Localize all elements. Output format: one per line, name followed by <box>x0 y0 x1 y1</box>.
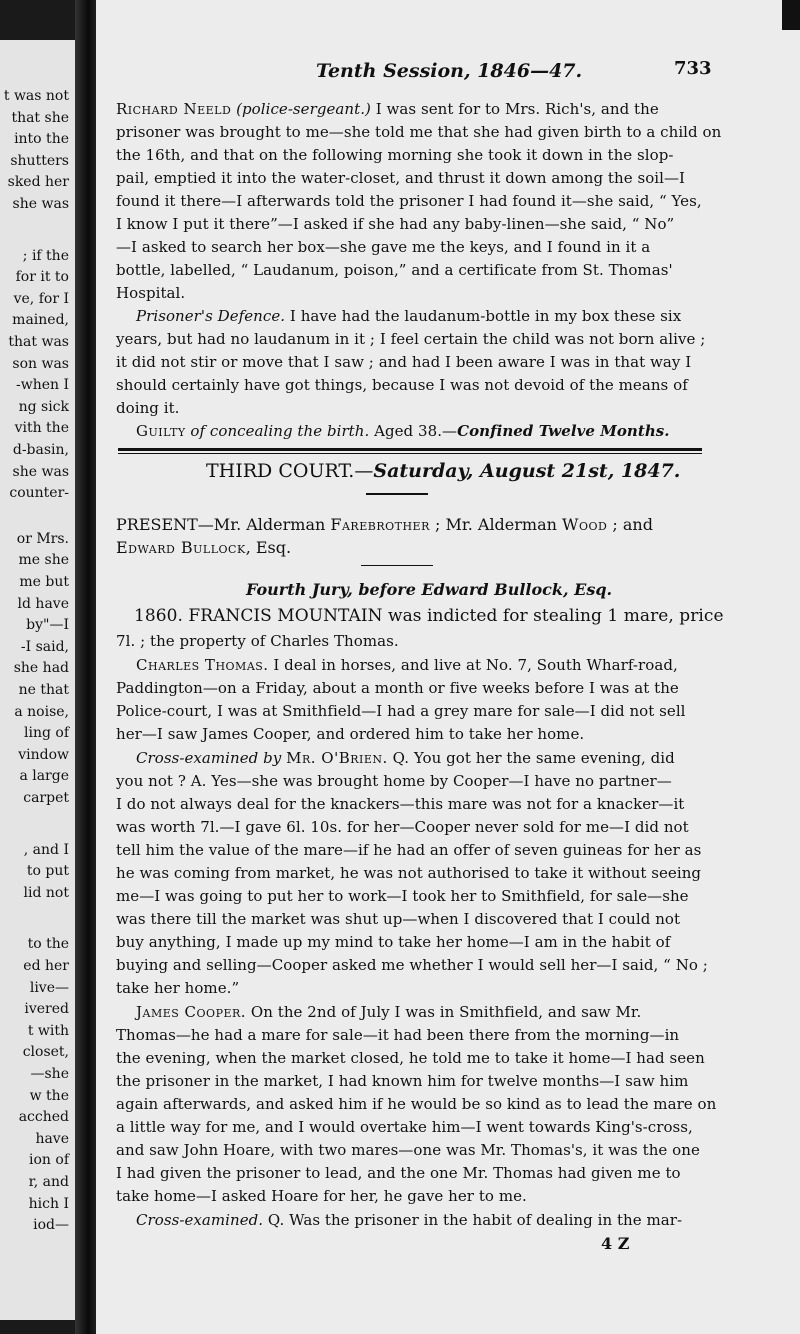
text-line: buying and selling—Cooper asked me whether I would sell her—I said, “ No ; <box>116 956 708 974</box>
verdict-line <box>136 422 670 440</box>
left-page-text-fragment: sked her <box>7 174 69 191</box>
section-rule-thick <box>118 448 702 451</box>
left-page-text-fragment: -I said, <box>20 638 69 655</box>
left-page-text-fragment: to the <box>27 936 69 953</box>
thomas-line-1 <box>136 656 678 674</box>
left-page-text-fragment: iod— <box>33 1217 69 1234</box>
case-number: 1860. <box>134 606 183 626</box>
left-page-text-fragment: t with <box>27 1022 69 1039</box>
alderman-name: Wood <box>562 515 608 534</box>
jury-heading: Fourth Jury, before Edward Bullock, Esq. <box>246 580 613 599</box>
present-line-1 <box>116 515 653 534</box>
left-page-text-fragment: ed her <box>23 958 69 974</box>
left-page-text-fragment: acched <box>18 1109 69 1126</box>
present-text: ; Mr. Alderman <box>429 515 563 534</box>
left-page-text-fragment: she had <box>13 660 69 677</box>
counsel-name: Mr. O'Brien. <box>286 749 388 767</box>
left-page-text-fragment: that was <box>8 334 69 350</box>
witness-name: Charles Thomas. <box>136 656 269 674</box>
court-title: THIRD COURT.— <box>206 460 374 482</box>
text-line: was there till the market was shut up—when I discovered that I could not <box>116 910 681 928</box>
text-line: doing it. <box>116 399 180 417</box>
left-page-text-fragment: ve, for I <box>13 290 69 307</box>
left-page-text-fragment: ling of <box>24 725 69 742</box>
left-page-text-fragment: mained, <box>12 312 69 329</box>
text-line: Hospital. <box>116 284 186 302</box>
text-line: I know I put it there”—I asked if she had any baby-linen—she said, “ No” <box>116 215 675 233</box>
text-line: and saw John Hoare, with two mares—one was Mr. Thomas's, it was the one <box>116 1141 700 1159</box>
defence-label: Prisoner's Defence. <box>136 307 286 325</box>
present-text: , Esq. <box>245 538 292 557</box>
left-page-text-fragment: son was <box>12 355 69 372</box>
text-line: you not ? A. Yes—she was brought home by Cooper—I have no partner— <box>116 772 672 790</box>
verdict-sentence: Confined Twelve Months. <box>457 422 670 440</box>
defence-line-1 <box>136 307 681 325</box>
page-number: 733 <box>674 58 712 79</box>
left-page-text-fragment: she was <box>12 196 69 212</box>
testimony-text: Q. Was the prisoner in the habit of dealing in the mar- <box>263 1211 683 1229</box>
left-page-text-fragment: ivered <box>24 1001 69 1018</box>
left-page-text-fragment: —she <box>30 1066 69 1082</box>
left-page-text-fragment: shutters <box>10 152 69 169</box>
neeld-line-1 <box>116 100 659 118</box>
text-line: her—I saw James Cooper, and ordered him to take her home. <box>116 725 585 743</box>
text-line: Police-court, I was at Smithfield—I had a grey mare for sale—I did not sell <box>116 702 686 720</box>
witness-role: (police-sergeant.) <box>236 100 371 118</box>
short-rule <box>361 565 433 566</box>
left-page-text-fragment: d-basin, <box>12 442 69 458</box>
cross-label: Cross-examined. <box>136 1211 264 1229</box>
text-line: again afterwards, and asked him if he would be so kind as to lead the mare on <box>116 1095 717 1113</box>
text-line: the 16th, and that on the following morning she took it down in the slop- <box>116 146 674 164</box>
left-page-text-fragment: t was not <box>3 88 69 104</box>
left-page-text-fragment: or Mrs. <box>16 530 69 547</box>
text-line: the prisoner in the market, I had known him for twelve months—I saw him <box>116 1072 689 1090</box>
text-line: 7l. ; the property of Charles Thomas. <box>116 632 399 650</box>
text-line: take home—I asked Hoare for her, he gave her to me. <box>116 1187 527 1205</box>
case-line-1 <box>134 606 724 626</box>
court-date: Saturday, August 21st, 1847. <box>373 460 681 482</box>
text-line: —I asked to search her box—she gave me the keys, and I found in it a <box>116 238 651 256</box>
text-line: was worth 7l.—I gave 6l. 10s. for her—Cooper never sold for me—I did not <box>116 818 689 836</box>
left-page-text-fragment: that she <box>11 109 69 126</box>
case-text: was indicted for stealing 1 mare, price <box>382 606 724 626</box>
page-edge-shadow <box>782 0 800 30</box>
section-rule-thin <box>118 453 702 454</box>
running-header: Tenth Session, 1846—47. <box>316 60 583 82</box>
cross-line-1 <box>136 749 675 767</box>
left-page-text-fragment: to put <box>26 863 69 880</box>
text-line: I do not always deal for the knackers—this mare was not for a knacker—it <box>116 795 685 813</box>
left-page-text-fragment: -when I <box>15 377 69 394</box>
text-line: years, but had no laudanum in it ; I feel certain the child was not born alive ; <box>116 330 706 348</box>
text-line: prisoner was brought to me—she told me that she had given birth to a child on <box>116 123 722 141</box>
left-page-text-fragment: into the <box>14 131 69 148</box>
text-line: found it there—I afterwards told the prisoner I had found it—she said, “ Yes, <box>116 192 702 210</box>
witness-name: James Cooper. <box>136 1003 247 1021</box>
text-line: bottle, labelled, “ Laudanum, poison,” and a certificate from St. Thomas' <box>116 261 673 279</box>
left-page-text-fragment: a noise, <box>14 703 69 720</box>
left-page-text-fragment: vindow <box>18 746 69 763</box>
left-page-text-fragment: lid not <box>23 884 69 901</box>
left-page-text-fragment: she was <box>12 463 69 480</box>
text-line: it did not stir or move that I saw ; and had I been aware I was in that way I <box>116 353 692 371</box>
text-line: I had given the prisoner to lead, and the one Mr. Thomas had given me to <box>116 1164 681 1182</box>
left-page-text-fragment: ng sick <box>18 398 69 415</box>
left-page-text-fragment: for it to <box>15 269 69 286</box>
left-page-text-fragment: w the <box>29 1087 69 1104</box>
text-line: tell him the value of the mare—if he had an offer of seven guineas for her as <box>116 841 702 859</box>
short-rule <box>366 493 428 495</box>
verdict-charge: of concealing the birth. <box>185 422 370 440</box>
text-line: take her home.” <box>116 979 240 997</box>
text-line: Thomas—he had a mare for sale—it had been there from the morning—in <box>116 1026 680 1044</box>
verdict-age: Aged 38.— <box>369 422 458 440</box>
text-line: should certainly have got things, because I was not devoid of the means of <box>116 376 688 394</box>
left-page-text-fragment: r, and <box>28 1174 69 1190</box>
left-page-text-fragment: have <box>35 1130 69 1147</box>
left-page-text-fragment: me but <box>19 574 69 590</box>
text-line: the evening, when the market closed, he told me to take it home—I had seen <box>116 1049 705 1067</box>
left-page-text-fragment: , and I <box>23 841 69 858</box>
testimony-text: On the 2nd of July I was in Smithfield, and saw Mr. <box>246 1003 642 1021</box>
text-line: a little way for me, and I would overtake him—I went towards King's-cross, <box>116 1118 693 1136</box>
left-page-text-fragment: me she <box>18 552 69 569</box>
verdict-guilty: Guilty <box>136 422 186 440</box>
defence-text: I have had the laudanum-bottle in my box these six <box>285 307 682 325</box>
present-text: PRESENT—Mr. Alderman <box>116 515 331 534</box>
court-heading <box>206 460 680 482</box>
testimony-text: Q. You got her the same evening, did <box>387 749 675 767</box>
left-page-text-fragment: ; if the <box>22 247 69 264</box>
cooper-line-1 <box>136 1003 641 1021</box>
testimony-text: I deal in horses, and live at No. 7, South Wharf-road, <box>268 656 678 674</box>
left-page-text-fragment: a large <box>19 768 69 785</box>
present-line-2 <box>116 538 291 557</box>
alderman-name: Farebrother <box>330 515 430 534</box>
left-page-text-fragment: ne that <box>18 682 69 698</box>
left-page-text-fragment: live— <box>29 979 69 996</box>
left-page-text-fragment: ion of <box>29 1152 69 1169</box>
left-page-text-fragment: ld have <box>17 595 69 612</box>
text-line: me—I was going to put her to work—I took her to Smithfield, for sale—she <box>116 887 689 905</box>
left-page-text-fragment: carpet <box>23 790 69 806</box>
judge-name: Edward Bullock <box>116 538 246 557</box>
testimony-text: I was sent for to Mrs. Rich's, and the <box>370 100 659 118</box>
present-text: ; and <box>607 515 653 534</box>
text-line: Paddington—on a Friday, about a month or five weeks before I was at the <box>116 679 679 697</box>
text-line: buy anything, I made up my mind to take her home—I am in the habit of <box>116 933 671 951</box>
left-page-text-fragment: hich I <box>28 1195 69 1212</box>
left-page-text-fragment: by"—I <box>26 617 69 634</box>
cross-label: Cross-examined by <box>136 749 287 767</box>
printer-signature: 4 Z <box>601 1234 630 1253</box>
left-page-text-fragment: counter- <box>9 485 69 502</box>
cross-line-2 <box>136 1211 682 1229</box>
left-page-fragment <box>0 40 75 1320</box>
text-line: he was coming from market, he was not authorised to take it without seeing <box>116 864 702 882</box>
witness-name: Richard Neeld <box>116 100 232 118</box>
page <box>96 0 800 1334</box>
defendant-name: FRANCIS MOUNTAIN <box>182 606 383 626</box>
text-line: pail, emptied it into the water-closet, and thrust it down among the soil—I <box>116 169 685 187</box>
left-page-text-fragment: closet, <box>22 1044 69 1061</box>
book-gutter <box>75 0 97 1334</box>
left-page-text-fragment: vith the <box>14 420 69 437</box>
